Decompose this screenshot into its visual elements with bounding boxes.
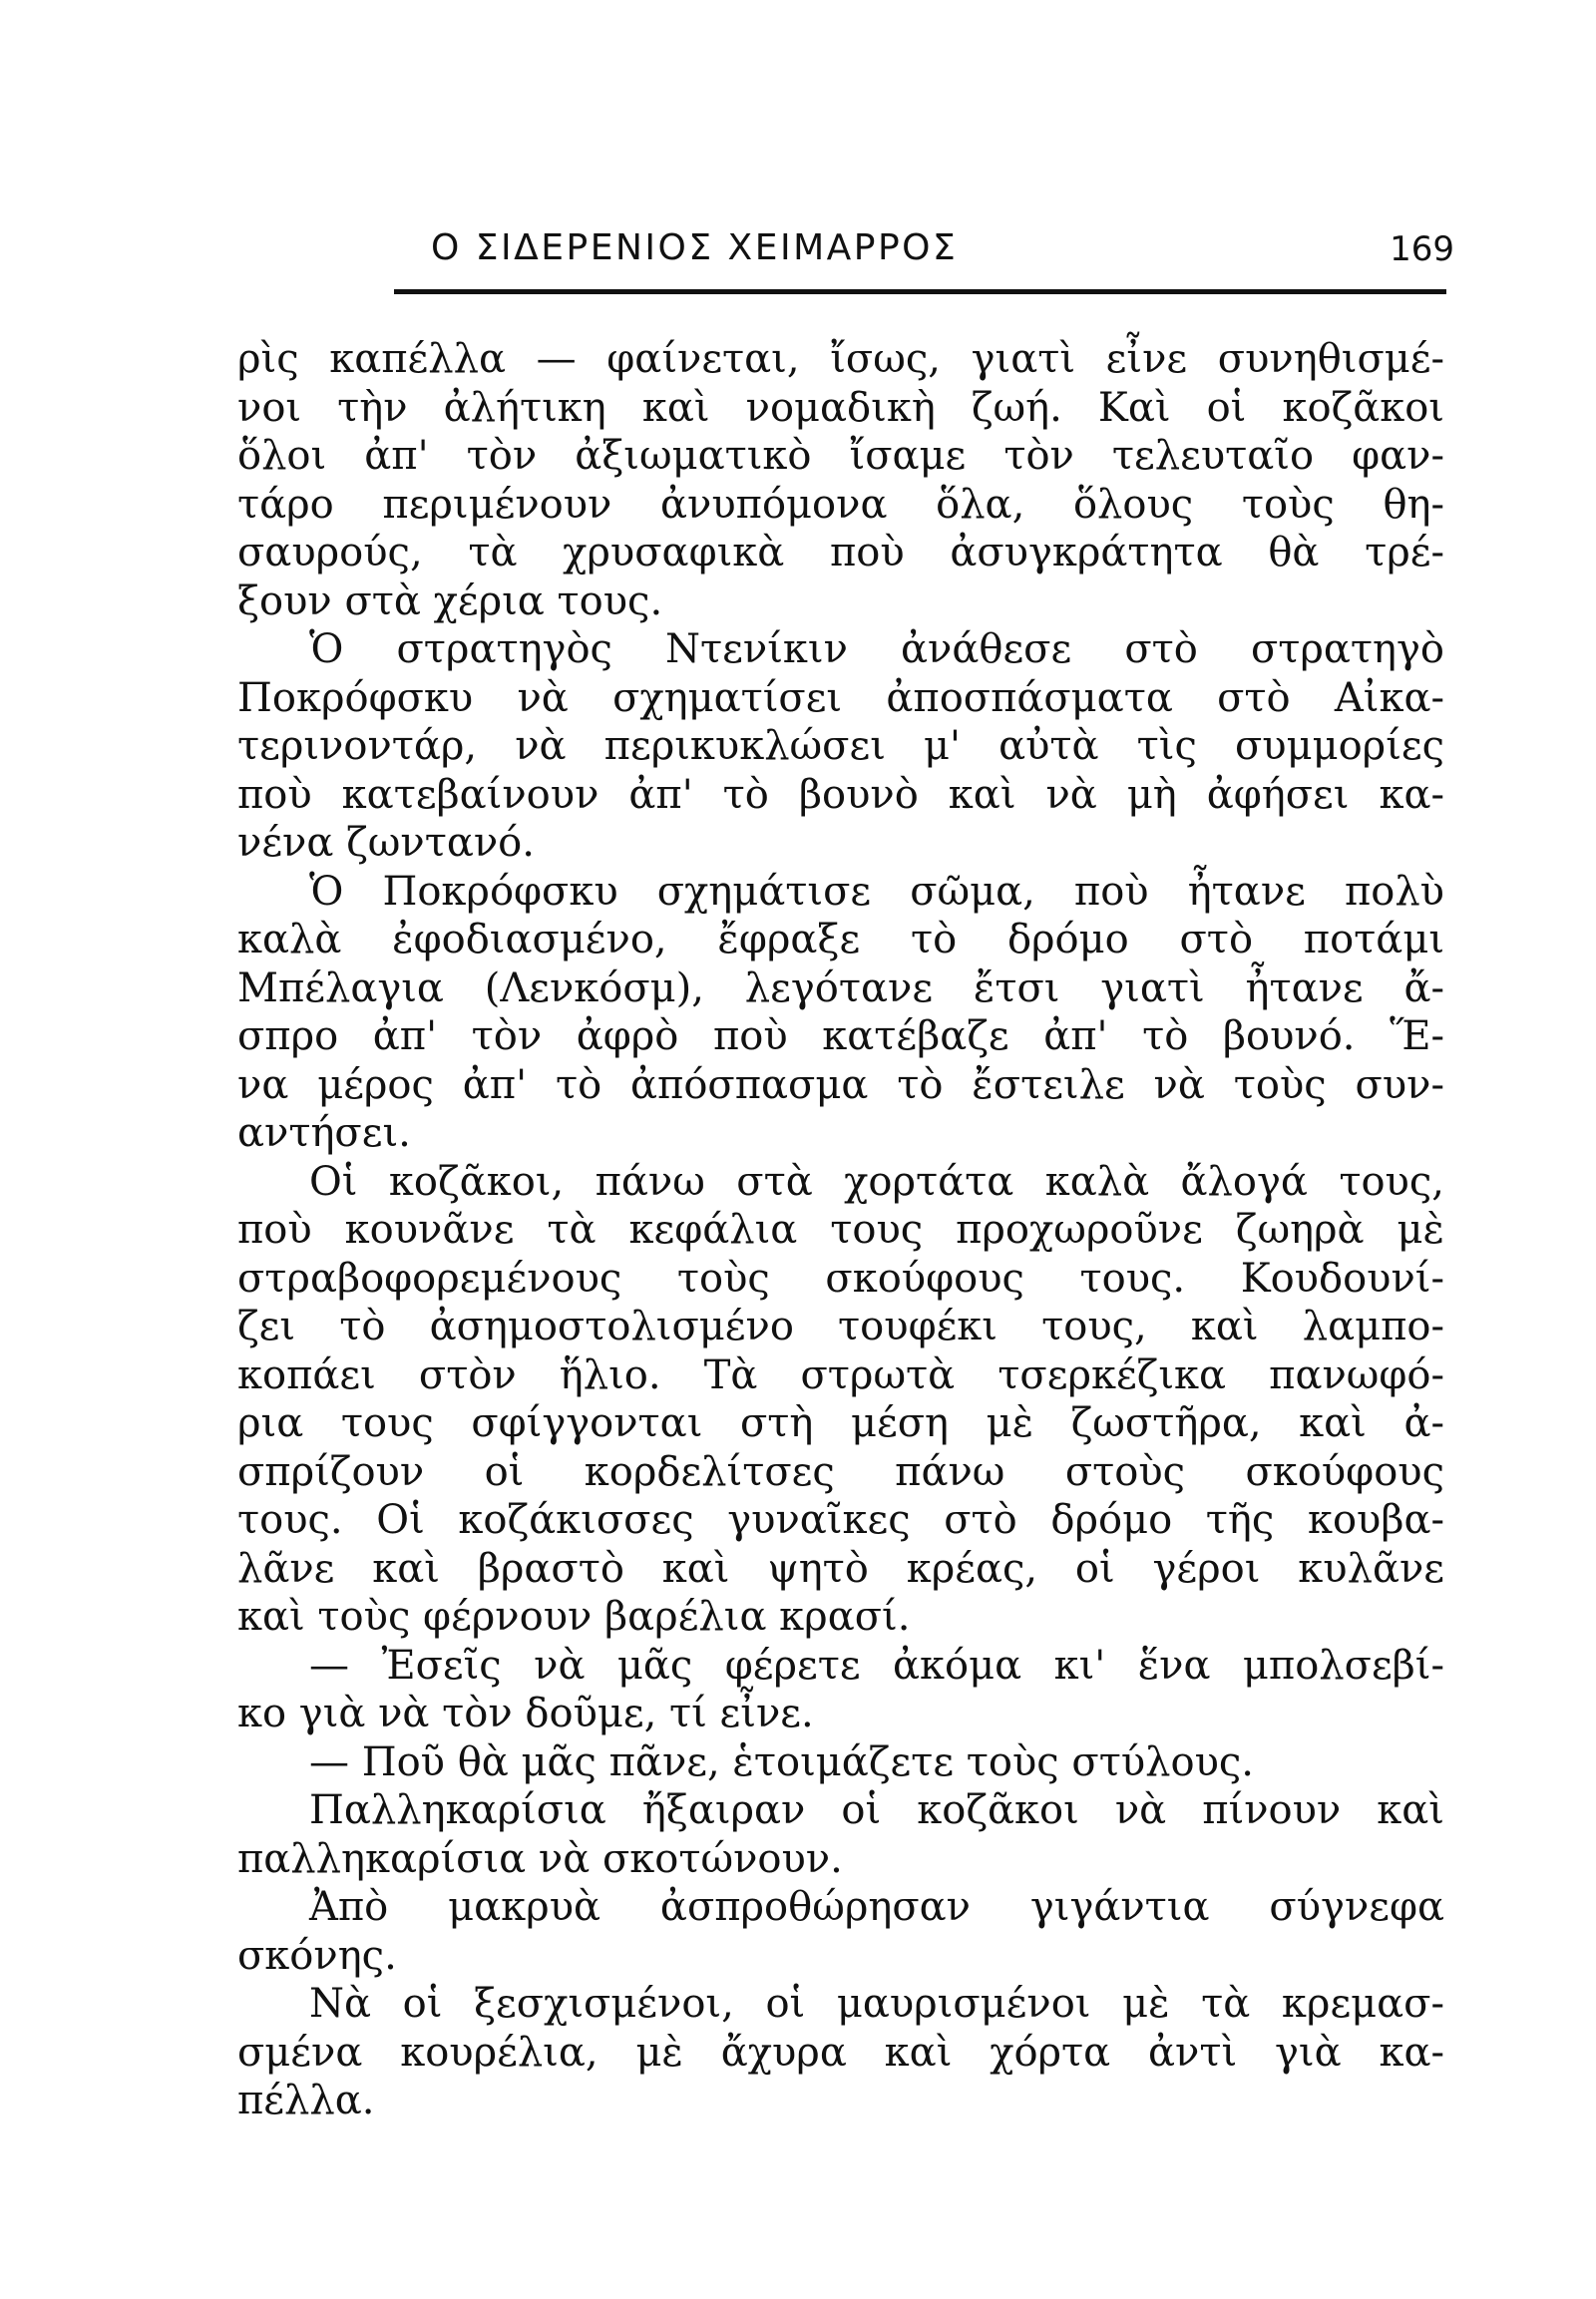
text-line: ρια τους σφίγγονται στὴ μέση μὲ ζωστῆρα, καὶ ἀ- [237, 1400, 1444, 1446]
running-title: Ο ΣΙΔΕΡΕΝΙΟΣ ΧΕΙΜΑΡΡΟΣ [431, 227, 959, 268]
page-number: 169 [1390, 229, 1454, 269]
text-line: σμένα κουρέλια, μὲ ἄχυρα καὶ χόρτα ἀντὶ γιὰ κα- [237, 2029, 1444, 2076]
text-line: Ποκρόφσκυ νὰ σχηματίσει ἀποσπάσματα στὸ Αἰκα- [237, 674, 1444, 721]
text-line: σπρο ἀπ' τὸν ἀφρὸ ποὺ κατέβαζε ἀπ' τὸ βουνό. Ἕ- [237, 1013, 1444, 1059]
text-line: σκόνης. [237, 1932, 397, 1979]
text-line: ποὺ κατεβαίνουν ἀπ' τὸ βουνὸ καὶ νὰ μὴ ἀφήσει κα- [237, 771, 1444, 818]
text-line: λᾶνε καὶ βραστὸ καὶ ψητὸ κρέας, οἱ γέροι κυλᾶνε [237, 1545, 1444, 1592]
text-line: νοι τὴν ἀλήτικη καὶ νομαδικὴ ζωή. Καὶ οἱ κοζᾶκοι [237, 384, 1444, 431]
text-line: Παλληκαρίσια ἤξαιραν οἱ κοζᾶκοι νὰ πίνουν καὶ [309, 1787, 1444, 1833]
text-line: παλληκαρίσια νὰ σκοτώνουν. [237, 1835, 843, 1882]
text-line: καλὰ ἐφοδιασμένο, ἔφραξε τὸ δρόμο στὸ ποτάμι [237, 917, 1444, 962]
text-line: σαυρούς, τὰ χρυσαφικὰ ποὺ ἀσυγκράτητα θὰ τρέ- [237, 530, 1444, 575]
text-line: να μέρος ἀπ' τὸ ἀπόσπασμα τὸ ἔστειλε νὰ τοὺς συν- [237, 1061, 1444, 1108]
text-line: κοπάει στὸν ἥλιο. Τὰ στρωτὰ τσερκέζικα πανωφό- [237, 1351, 1444, 1398]
text-line: Ὁ Ποκρόφσκυ σχημάτισε σῶμα, ποὺ ἦτανε πολὺ [309, 868, 1444, 915]
text-line: Μπέλαγια (Λενκόσμ), λεγότανε ἔτσι γιατὶ ἦτανε ἄ- [237, 964, 1444, 1011]
text-line: πέλλα. [237, 2078, 375, 2123]
text-line: Οἱ κοζᾶκοι, πάνω στὰ χορτάτα καλὰ ἄλογά τους, [309, 1158, 1444, 1205]
text-line: σπρίζουν οἱ κορδελίτσες πάνω στοὺς σκούφους [237, 1448, 1444, 1495]
text-line: τάρο περιμένουν ἀνυπόμονα ὅλα, ὅλους τοὺς θη- [237, 481, 1444, 528]
text-line: τερινοντάρ, νὰ περικυκλώσει μ' αὐτὰ τὶς συμμορίες [237, 723, 1444, 769]
text-line: στραβοφορεμένους τοὺς σκούφους τους. Κουδουνί- [237, 1255, 1444, 1302]
text-line: νένα ζωντανό. [237, 820, 535, 866]
running-head [431, 227, 1454, 277]
text-line: ζει τὸ ἀσημοστολισμένο τουφέκι τους, καὶ λαμπο- [237, 1304, 1444, 1349]
text-line: αντήσει. [237, 1110, 411, 1156]
text-line: ρὶς καπέλλα — φαίνεται, ἴσως, γιατὶ εἶνε συνηθισμέ- [237, 336, 1444, 382]
body-text [237, 335, 1444, 2125]
text-line: ποὺ κουνᾶνε τὰ κεφάλια τους προχωροῦνε ζωηρὰ μὲ [237, 1207, 1444, 1253]
text-line: ὅλοι ἀπ' τὸν ἀξιωματικὸ ἴσαμε τὸν τελευταῖο φαν- [237, 433, 1444, 479]
text-line: ξουν στὰ χέρια τους. [237, 577, 663, 624]
text-line: — Ποῦ θὰ μᾶς πᾶνε, ἑτοιμάζετε τοὺς στύλους. [309, 1738, 1255, 1785]
text-line: — Ἐσεῖς νὰ μᾶς φέρετε ἀκόμα κι' ἕνα μπολσεβί- [309, 1642, 1444, 1689]
text-line: καὶ τοὺς φέρνουν βαρέλια κρασί. [237, 1594, 911, 1640]
text-line: Ὁ στρατηγὸς Ντενίκιν ἀνάθεσε στὸ στρατηγὸ [309, 626, 1444, 672]
header-rule [394, 289, 1446, 294]
text-line: τους. Οἱ κοζάκισσες γυναῖκες στὸ δρόμο τῆς κουβα- [237, 1497, 1444, 1543]
text-line: κο γιὰ νὰ τὸν δοῦμε, τί εἶνε. [237, 1691, 814, 1736]
text-line: Νὰ οἱ ξεσχισμένοι, οἱ μαυρισμένοι μὲ τὰ κρεμασ- [309, 1981, 1444, 2027]
text-line: Ἀπὸ μακρυὰ ἀσπροθώρησαν γιγάντια σύγνεφα [309, 1884, 1444, 1930]
